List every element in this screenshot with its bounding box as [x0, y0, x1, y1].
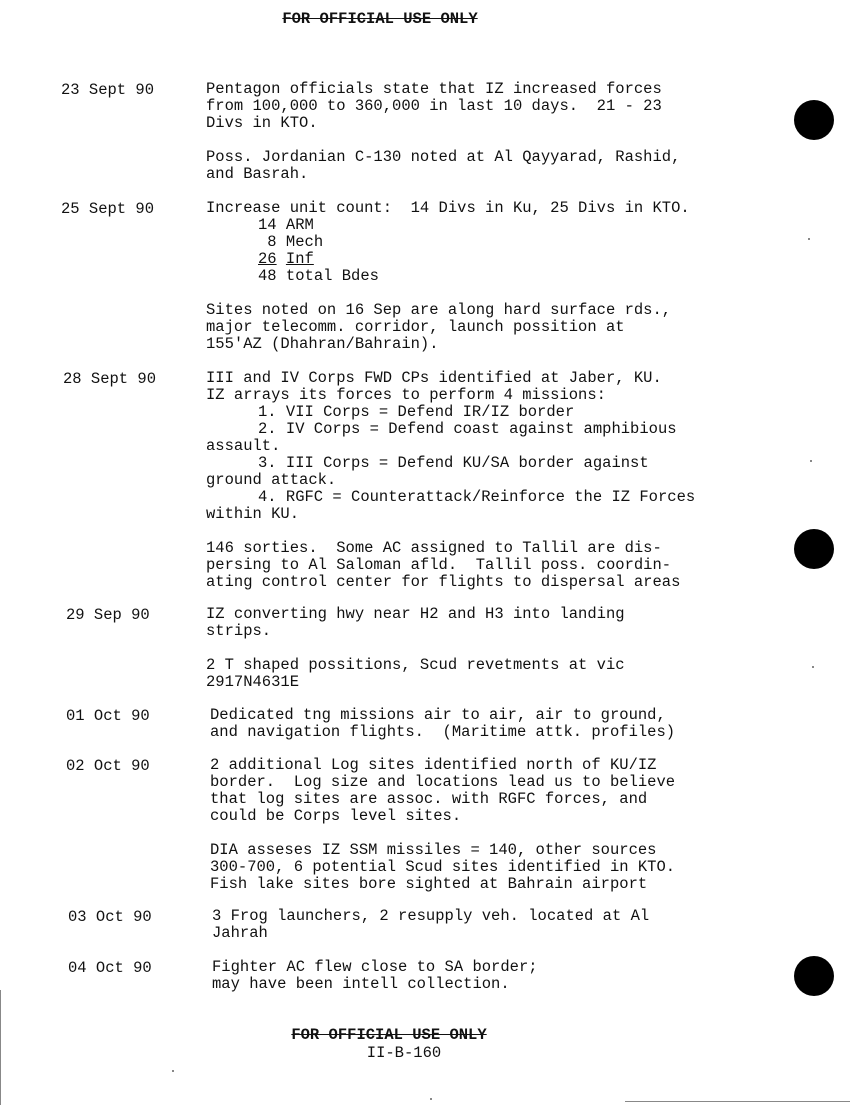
mission-line: assault. — [206, 437, 281, 455]
entry-text — [212, 908, 812, 942]
scan-speck — [808, 238, 810, 240]
entry-text — [206, 370, 806, 591]
mission-line: within KU. — [206, 505, 300, 523]
text-line: major telecomm. corridor, launch possition at — [206, 318, 625, 336]
scan-speck — [430, 1098, 432, 1100]
mission-line: 1. VII Corps = Defend IR/IZ border — [258, 403, 575, 421]
entry-date: 28 Sept 90 — [63, 370, 157, 388]
mission-line: 2. IV Corps = Defend coast against amphibious — [258, 420, 677, 438]
page-number: II-B-160 — [366, 1044, 442, 1062]
bottom-classification-marking: FOR OFFICIAL USE ONLY — [291, 1026, 487, 1044]
text-line: 2917N4631E — [206, 673, 300, 691]
punch-hole — [794, 100, 834, 140]
text-line: from 100,000 to 360,000 in last 10 days. 21 - 23 — [206, 97, 662, 115]
mission-line: 4. RGFC = Counterattack/Reinforce the IZ Forces — [258, 488, 696, 506]
text-line: that log sites are assoc. with RGFC forces, and — [210, 790, 648, 808]
text-line: 3 Frog launchers, 2 resupply veh. located at Al — [212, 907, 650, 925]
top-classification-marking: FOR OFFICIAL USE ONLY — [282, 10, 478, 28]
text-line: Divs in KTO. — [206, 114, 318, 132]
punch-hole — [794, 529, 834, 569]
text-line: Sites noted on 16 Sep are along hard surface rds., — [206, 301, 672, 319]
text-line: Jahrah — [212, 924, 268, 942]
text-line: 300-700, 6 potential Scud sites identified in KTO. — [210, 858, 676, 876]
text-line: 155'AZ (Dhahran/Bahrain). — [206, 335, 439, 353]
text-line: and Basrah. — [206, 165, 309, 183]
entry-date: 03 Oct 90 — [68, 908, 152, 926]
text-line: Dedicated tng missions air to air, air to ground, — [210, 706, 666, 724]
text-line: IZ arrays its forces to perform 4 missions: — [206, 386, 606, 404]
entry-date: 01 Oct 90 — [66, 707, 150, 725]
text-line: III and IV Corps FWD CPs identified at Jaber, KU. — [206, 369, 662, 387]
text-line: 2 T shaped possitions, Scud revetments at vic — [206, 656, 625, 674]
text-line: Fish lake sites bore sighted at Bahrain airport — [210, 875, 648, 893]
entry-date: 25 Sept 90 — [61, 200, 155, 218]
punch-hole — [794, 956, 834, 996]
unit-count-line: 26 Inf — [258, 250, 314, 268]
mission-line: 3. III Corps = Defend KU/SA border against — [258, 454, 649, 472]
unit-count-line: 14 ARM — [258, 216, 314, 234]
unit-count-line: 8 Mech — [258, 233, 324, 251]
mission-line: ground attack. — [206, 471, 337, 489]
text-line: may have been intell collection. — [212, 975, 510, 993]
text-line: Pentagon officials state that IZ increased forces — [206, 80, 662, 98]
entry-text — [210, 707, 810, 741]
entry-text — [212, 959, 812, 993]
entry-date: 04 Oct 90 — [68, 959, 152, 977]
entry-text — [210, 757, 810, 893]
scan-speck — [172, 1070, 174, 1072]
text-line: Poss. Jordanian C-130 noted at Al Qayyarad, Rashid, — [206, 148, 681, 166]
unit-count-line: 48 total Bdes — [258, 267, 379, 285]
text-line: Increase unit count: 14 Divs in Ku, 25 Divs in KTO. — [206, 199, 690, 217]
text-line: could be Corps level sites. — [210, 807, 462, 825]
entry-text — [206, 200, 806, 353]
text-line: ating control center for flights to dispersal areas — [206, 573, 681, 591]
text-line: DIA asseses IZ SSM missiles = 140, other sources — [210, 841, 657, 859]
entry-date: 23 Sept 90 — [61, 81, 155, 99]
scan-edge-line — [625, 1101, 850, 1102]
scan-edge-line — [0, 990, 1, 1105]
text-line: border. Log size and locations lead us to believe — [210, 773, 676, 791]
scan-speck — [812, 666, 814, 668]
text-line: persing to Al Saloman afld. Tallil poss. coordin- — [206, 556, 672, 574]
text-line: and navigation flights. (Maritime attk. profiles) — [210, 723, 676, 741]
entry-date: 02 Oct 90 — [66, 757, 150, 775]
entry-text — [206, 606, 806, 691]
text-line: 2 additional Log sites identified north of KU/IZ — [210, 756, 657, 774]
entry-date: 29 Sep 90 — [66, 606, 150, 624]
text-line: strips. — [206, 622, 272, 640]
scan-speck — [810, 460, 812, 462]
text-line: 146 sorties. Some AC assigned to Tallil are dis- — [206, 539, 662, 557]
text-line: IZ converting hwy near H2 and H3 into landing — [206, 605, 625, 623]
entry-text — [206, 81, 806, 183]
text-line: Fighter AC flew close to SA border; — [212, 958, 538, 976]
